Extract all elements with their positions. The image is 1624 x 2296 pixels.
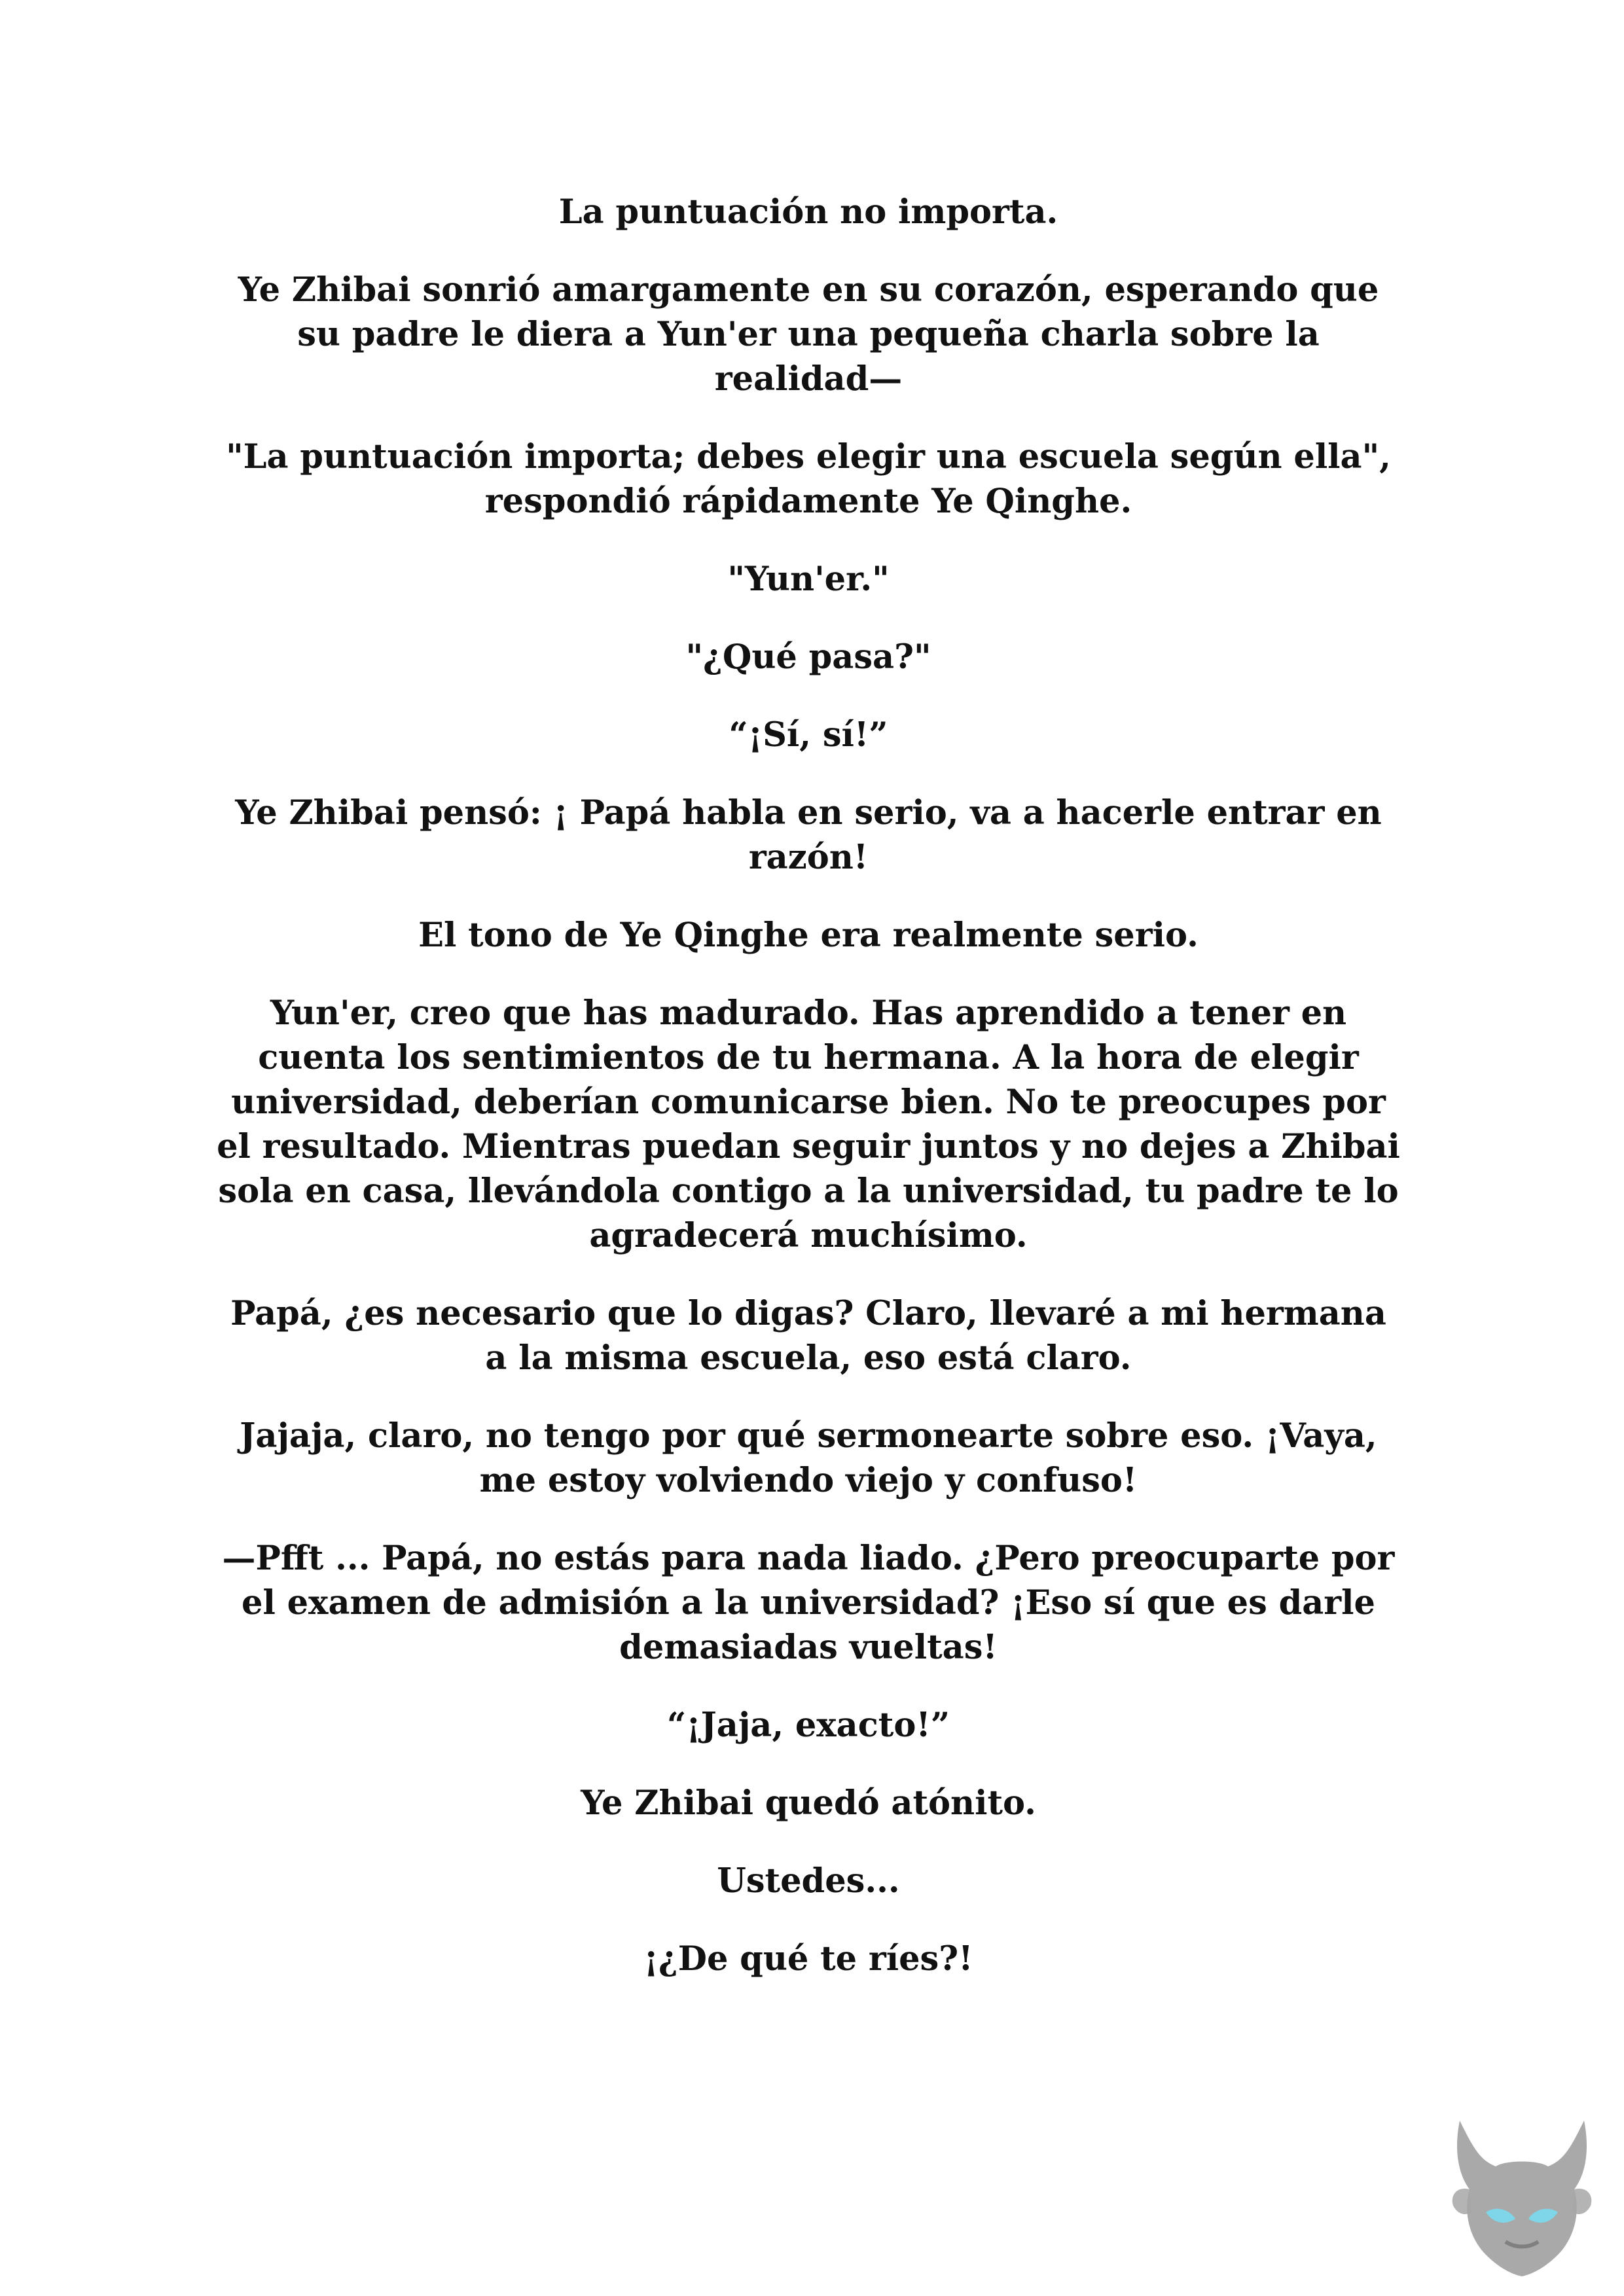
- paragraph: —Pfft ... Papá, no estás para nada liado. ¿Pero preocuparte por el examen de admisión a la universidad? ¡Eso sí que es darle demasiadas vueltas!: [222, 1539, 1395, 1667]
- document-body: [216, 190, 1401, 2015]
- watermark-head-shape: [1457, 2121, 1587, 2276]
- paragraph: "Yun'er.": [727, 560, 890, 599]
- paragraph: El tono de Ye Qinghe era realmente serio.: [418, 916, 1199, 955]
- paragraph: "La puntuación importa; debes elegir una escuela según ella", respondió rápidamente Ye Qinghe.: [226, 437, 1391, 521]
- paragraph: Papá, ¿es necesario que lo digas? Claro, llevaré a mi hermana a la misma escuela, eso está claro.: [230, 1294, 1386, 1378]
- paragraph: “¡Jaja, exacto!”: [666, 1706, 950, 1745]
- paragraph: Ye Zhibai sonrió amargamente en su corazón, esperando que su padre le diera a Yun'er una pequeña charla sobre la realidad—: [238, 270, 1379, 399]
- watermark-right-ear: [1572, 2189, 1591, 2214]
- paragraph: Ye Zhibai pensó: ¡ Papá habla en serio, va a hacerle entrar en razón!: [235, 793, 1382, 877]
- paragraph: Ustedes...: [717, 1861, 900, 1901]
- paragraph: Yun'er, creo que has madurado. Has aprendido a tener en cuenta los sentimientos de tu hermana. A la hora de elegir universidad, deberían comunicarse bien. No te preocupes por el resultado. Mientras puedan seguir juntos y no dejes a Zhibai sola en casa, llevándola contigo a la universidad, tu padre te lo agradecerá muchísimo.: [217, 994, 1400, 1255]
- paragraph: "¿Qué pasa?": [685, 637, 931, 677]
- watermark-svg: [1434, 2108, 1610, 2284]
- paragraph: Ye Zhibai quedó atónito.: [581, 1784, 1036, 1823]
- paragraph: “¡Sí, sí!”: [729, 715, 888, 755]
- watermark-left-ear: [1453, 2189, 1471, 2214]
- paragraph: La puntuación no importa.: [558, 192, 1058, 232]
- paragraph: Jajaja, claro, no tengo por qué sermonearte sobre eso. ¡Vaya, me estoy volviendo viejo y confuso!: [240, 1416, 1377, 1500]
- paragraph: ¡¿De qué te ríes?!: [643, 1939, 973, 1979]
- demon-head-logo-icon: [1434, 2108, 1610, 2284]
